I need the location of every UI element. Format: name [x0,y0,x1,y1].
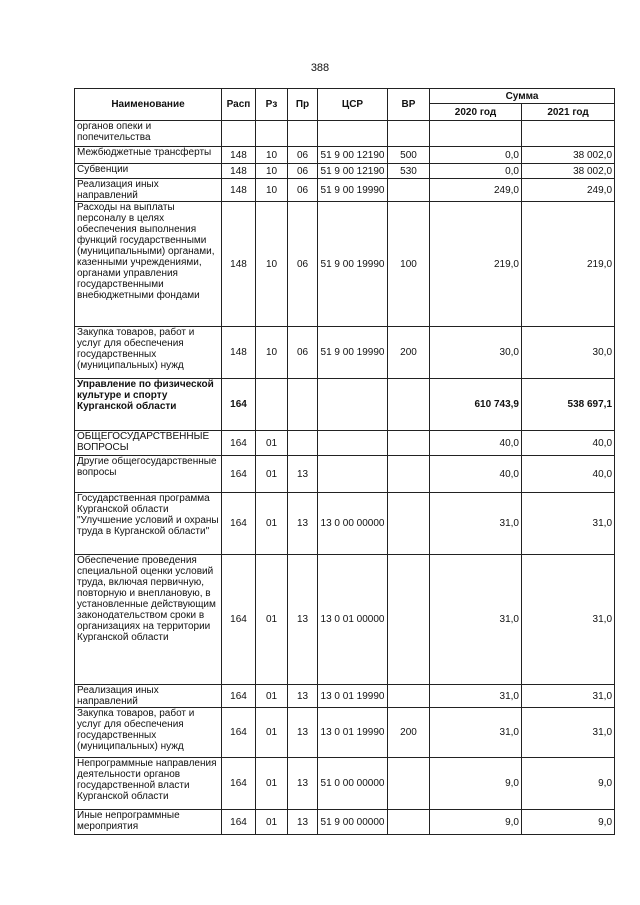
row-name: Государственная программа Курганской области "Улучшение условий и охраны труда в Курганской области" [75,493,222,555]
row-2021: 31,0 [522,493,615,555]
row-pr: 13 [288,810,318,835]
row-vr: 100 [388,202,430,327]
table-row [75,758,615,810]
row-name: Субвенции [75,164,222,179]
table-row [75,179,615,202]
header-pr: Пр [288,89,318,121]
row-name: Реализация иных направлений [75,179,222,202]
row-rasp: 164 [222,758,256,810]
row-2020: 9,0 [430,810,522,835]
budget-table [74,88,615,835]
row-csr [318,431,388,456]
row-pr [288,121,318,147]
row-csr: 51 9 00 12190 [318,164,388,179]
row-vr: 200 [388,327,430,379]
row-name: Иные непрограммные мероприятия [75,810,222,835]
row-2020: 31,0 [430,685,522,708]
row-rasp: 164 [222,493,256,555]
row-rz: 01 [256,431,288,456]
row-vr [388,379,430,431]
row-pr: 13 [288,555,318,685]
row-2021: 31,0 [522,708,615,758]
row-rasp: 164 [222,708,256,758]
row-2020: 31,0 [430,555,522,685]
row-2021: 31,0 [522,555,615,685]
row-pr: 13 [288,456,318,493]
row-2021: 40,0 [522,456,615,493]
row-pr: 06 [288,202,318,327]
row-2020: 0,0 [430,147,522,164]
row-vr [388,555,430,685]
row-vr: 530 [388,164,430,179]
header-2020: 2020 год [430,104,522,121]
row-csr: 51 9 00 00000 [318,810,388,835]
row-rz: 10 [256,202,288,327]
row-2021: 31,0 [522,685,615,708]
row-2020: 30,0 [430,327,522,379]
row-rz: 01 [256,493,288,555]
row-rz: 10 [256,147,288,164]
row-csr [318,456,388,493]
row-2021: 538 697,1 [522,379,615,431]
row-rz: 01 [256,456,288,493]
row-pr: 06 [288,147,318,164]
row-2020: 40,0 [430,431,522,456]
row-vr [388,456,430,493]
header-2021: 2021 год [522,104,615,121]
row-name: ОБЩЕГОСУДАРСТВЕННЫЕ ВОПРОСЫ [75,431,222,456]
header-name: Наименование [75,89,222,121]
header-sum: Сумма [430,89,615,104]
table-row [75,327,615,379]
row-csr [318,379,388,431]
table-row [75,379,615,431]
row-rasp: 148 [222,202,256,327]
row-csr: 13 0 01 00000 [318,555,388,685]
row-rz [256,121,288,147]
row-csr: 13 0 01 19990 [318,708,388,758]
table-row [75,493,615,555]
row-rz: 01 [256,758,288,810]
row-csr: 51 9 00 19990 [318,179,388,202]
row-name: Реализация иных направлений [75,685,222,708]
page-number: 388 [310,62,330,74]
row-csr: 51 0 00 00000 [318,758,388,810]
row-2020: 31,0 [430,708,522,758]
row-pr: 13 [288,758,318,810]
row-vr: 500 [388,147,430,164]
row-vr [388,493,430,555]
row-pr: 06 [288,164,318,179]
row-name: Закупка товаров, работ и услуг для обеспечения государственных (муниципальных) нужд [75,327,222,379]
header-rasp: Расп [222,89,256,121]
table-row [75,202,615,327]
row-rasp: 148 [222,164,256,179]
row-rasp: 164 [222,685,256,708]
row-rasp: 164 [222,555,256,685]
row-pr: 13 [288,685,318,708]
row-2020: 249,0 [430,179,522,202]
row-vr [388,685,430,708]
row-rasp: 164 [222,810,256,835]
row-name: Закупка товаров, работ и услуг для обеспечения государственных (муниципальных) нужд [75,708,222,758]
row-vr [388,810,430,835]
table-row [75,456,615,493]
row-rz [256,379,288,431]
table-row [75,810,615,835]
row-rz: 10 [256,327,288,379]
row-rasp: 164 [222,379,256,431]
row-name: Расходы на выплаты персоналу в целях обеспечения выполнения функций государственными (муниципальными) органами, казенными учреждениями, органами управления государственными внебюджетными фондами [75,202,222,327]
row-pr: 13 [288,708,318,758]
row-2020: 219,0 [430,202,522,327]
row-rasp: 148 [222,179,256,202]
row-csr [318,121,388,147]
row-2021: 9,0 [522,758,615,810]
row-2020: 610 743,9 [430,379,522,431]
row-vr [388,431,430,456]
row-rasp: 164 [222,456,256,493]
row-vr: 200 [388,708,430,758]
row-name: Непрограммные направления деятельности органов государственной власти Курганской области [75,758,222,810]
row-2021: 249,0 [522,179,615,202]
row-pr: 06 [288,327,318,379]
row-rz: 01 [256,810,288,835]
row-rasp: 148 [222,147,256,164]
row-rz: 01 [256,708,288,758]
row-2021: 9,0 [522,810,615,835]
row-2020: 9,0 [430,758,522,810]
row-2021: 219,0 [522,202,615,327]
row-name: Управление по физической культуре и спорту Курганской области [75,379,222,431]
table-row [75,164,615,179]
row-2020: 0,0 [430,164,522,179]
row-pr [288,379,318,431]
row-vr [388,758,430,810]
table-row [75,708,615,758]
table-row [75,147,615,164]
row-2020 [430,121,522,147]
row-name: Другие общегосударственные вопросы [75,456,222,493]
row-name: Межбюджетные трансферты [75,147,222,164]
row-vr [388,121,430,147]
row-2021: 30,0 [522,327,615,379]
row-rz: 10 [256,179,288,202]
row-2021: 38 002,0 [522,147,615,164]
row-pr: 06 [288,179,318,202]
row-csr: 51 9 00 19990 [318,327,388,379]
table-row [75,685,615,708]
row-rz: 10 [256,164,288,179]
row-2020: 40,0 [430,456,522,493]
table-row [75,555,615,685]
row-vr [388,179,430,202]
row-csr: 13 0 01 19990 [318,685,388,708]
table-row [75,431,615,456]
row-rasp: 148 [222,327,256,379]
header-vr: ВР [388,89,430,121]
row-csr: 51 9 00 19990 [318,202,388,327]
row-rasp: 164 [222,431,256,456]
row-2021: 38 002,0 [522,164,615,179]
row-name: органов опеки и попечительства [75,121,222,147]
row-name: Обеспечение проведения специальной оценки условий труда, включая первичную, повторную и внеплановую, в установленные действующим законодательством сроки в организациях на территории Курганской области [75,555,222,685]
row-rasp [222,121,256,147]
row-2021: 40,0 [522,431,615,456]
row-rz: 01 [256,555,288,685]
table-row [75,121,615,147]
row-2020: 31,0 [430,493,522,555]
header-csr: ЦСР [318,89,388,121]
row-csr: 51 9 00 12190 [318,147,388,164]
row-rz: 01 [256,685,288,708]
row-pr: 13 [288,493,318,555]
row-csr: 13 0 00 00000 [318,493,388,555]
row-pr [288,431,318,456]
row-2021 [522,121,615,147]
header-rz: Рз [256,89,288,121]
